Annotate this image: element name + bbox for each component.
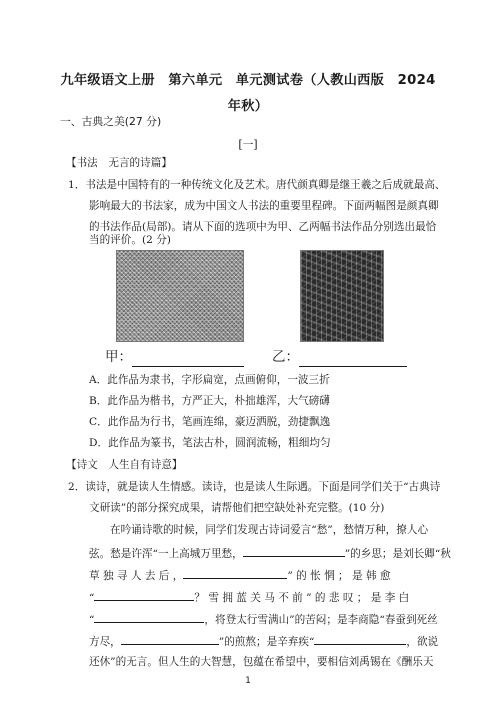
- page-title: [60, 68, 436, 120]
- question-1-line-1: 1．书法是中国特有的一种传统文化及艺术。唐代颜真卿是继王羲之后成就最高、: [68, 179, 446, 191]
- text-segment: ”的乡思；是刘长卿“秋: [344, 548, 451, 560]
- question-2-paragraph-line-6: [89, 633, 438, 649]
- text-segment: 弦。愁是许浑“一上高城万里愁，: [89, 548, 243, 560]
- option-b[interactable]: B．此作品为楷书，方严正大，朴拙雄浑，大气磅礴: [89, 395, 330, 407]
- answer-blank-b: [272, 347, 407, 367]
- fill-blank-3[interactable]: [94, 589, 194, 601]
- question-1-line-4: 当的评价。(2 分): [89, 234, 171, 246]
- fill-blank-2[interactable]: [183, 567, 287, 579]
- fill-blank-5[interactable]: [121, 633, 219, 645]
- option-c[interactable]: C．此作品为行书，笔画连绵，豪迈洒脱，劲捷飘逸: [89, 416, 331, 428]
- page-number: 1: [245, 676, 251, 686]
- question-2-line-2: 文研读”的部分探究成果，请帮他们把空缺处补充完整。(10 分): [89, 502, 385, 514]
- question-1-line-3: 的书法作品(局部)。请从下面的选项中为甲、乙两幅书法作品分别选出最恰: [89, 221, 437, 233]
- text-segment: ？ 雪 拥 蓝 关 马 不 前 ” 的 悲 叹 ； 是 李 白: [194, 592, 410, 604]
- answer-line-b[interactable]: [299, 350, 407, 367]
- fill-blank-4[interactable]: [94, 611, 204, 623]
- text-segment: 草 独 寻 人 去 后 ，: [89, 570, 184, 582]
- question-2-paragraph-line-7: 还休”的无言。但人生的大智慧，包蕴在希望中，要相信刘禹锡在《酬乐天: [89, 656, 434, 668]
- text-segment: ，欲说: [406, 636, 439, 648]
- text-segment: ”的煎熬；是辛弃疾“: [218, 636, 315, 648]
- answer-label-a: 甲：: [105, 349, 132, 365]
- answer-label-b: 乙：: [272, 349, 299, 365]
- text-segment: ，将登太行雪满山”的苦闷；是李商隐“春蚕到死丝: [204, 614, 438, 626]
- question-1-line-2: 影响最大的书法家，成为中国文人书法的重要里程碑。下面两幅图是颜真卿: [89, 200, 439, 212]
- title-line-2: 年秋）: [227, 99, 269, 114]
- calligraphy-image-a: [116, 250, 244, 342]
- category-heading-poetry: 【诗文 人生自有诗意】: [66, 459, 183, 471]
- answer-line-a[interactable]: [132, 350, 244, 367]
- text-segment: ” 的 怅 惘 ； 是 韩 愈: [287, 570, 391, 582]
- fill-blank-1[interactable]: [243, 545, 345, 557]
- category-heading-calligraphy: 【书法 无言的诗篇】: [66, 157, 172, 169]
- answer-blank-a: [105, 347, 244, 367]
- question-2-paragraph-line-4: [89, 589, 409, 605]
- text-segment: “: [89, 592, 95, 604]
- section-heading: 一、古典之美(27 分): [60, 115, 162, 128]
- question-2-paragraph-line-2: [89, 545, 451, 561]
- part-marker: [一]: [238, 138, 258, 151]
- option-d[interactable]: D．此作品为篆书，笔法古朴，圆润流畅，粗细均匀: [89, 437, 331, 449]
- question-2-paragraph-line-5: [89, 611, 438, 627]
- question-2-paragraph-line-3: [89, 567, 391, 583]
- question-2-paragraph-line-1: 在吟诵诗歌的时候，同学们发现古诗词爱言“愁”，愁情万种，撩人心: [110, 524, 429, 536]
- option-a[interactable]: A．此作品为隶书，字形扁宽，点画俯仰，一波三折: [89, 374, 330, 386]
- text-segment: 方尽，: [89, 636, 121, 648]
- title-line-1: 九年级语文上册 第六单元 单元测试卷（人教山西版 2024: [60, 73, 436, 88]
- text-segment: “: [89, 614, 95, 626]
- calligraphy-image-b: [300, 250, 384, 342]
- fill-blank-6[interactable]: [314, 633, 406, 645]
- question-2-line-1: 2．读诗，就是读人生情感。读诗，也是读人生际遇。下面是同学们关于“古典诗: [68, 481, 441, 493]
